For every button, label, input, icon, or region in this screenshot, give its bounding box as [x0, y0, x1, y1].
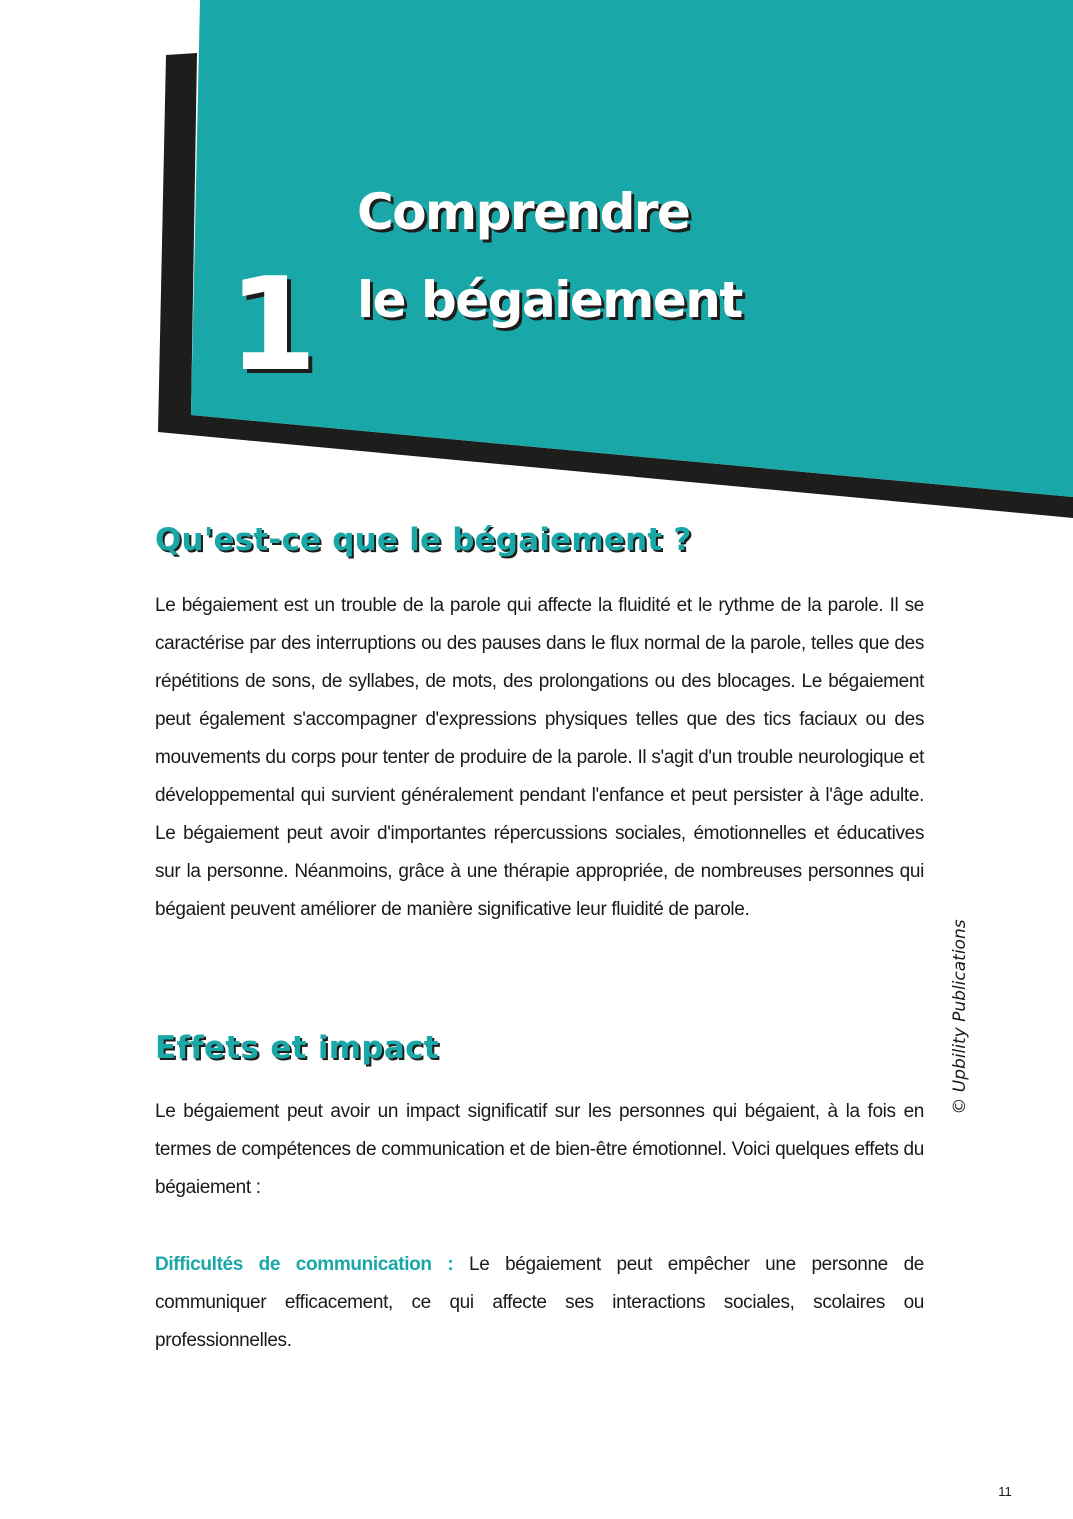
page-number: 11	[998, 1484, 1012, 1499]
effect-item-communication	[155, 1246, 924, 1360]
chapter-number: 1	[228, 251, 316, 400]
section-paragraph-effects-intro: Le bégaiement peut avoir un impact significatif sur les personnes qui bégaient, à la fois en termes de compétences de communication et de bien-être émotionnel. Voici quelques effets du bégaiement :	[155, 1101, 924, 1198]
chapter-title	[357, 168, 742, 344]
effect-text-communication: Le bégaiement peut empêcher une personne de communiquer efficacement, ce qui affecte ses interactions sociales, scolaires ou professionnelles.	[155, 1254, 924, 1351]
chapter-title-line-1: Comprendre	[357, 183, 690, 241]
chapter-title-line-2: le bégaiement	[357, 271, 742, 329]
section-paragraph-definition: Le bégaiement est un trouble de la parole qui affecte la fluidité et le rythme de la parole. Il se caractérise par des interruptions ou des pauses dans le flux normal de la parole, telles que des répétitions de sons, de syllabes, de mots, des prolongations ou des blocages. Le bégaiement peut également s'accompagner d'expressions physiques telles que des tics faciaux ou des mouvements du corps pour tenter de produire de la parole. Il s'agit d'un trouble neurologique et développemental qui survient généralement pendant l'enfance et peut persister à l'âge adulte. Le bégaiement peut avoir d'importantes répercussions sociales, émotionnelles et éducatives sur la personne. Néanmoins, grâce à une thérapie appropriée, de nombreuses personnes qui bégaient peuvent améliorer de manière significative leur fluidité de parole.	[155, 595, 924, 920]
section-heading-what-is-stuttering: Qu'est-ce que le bégaiement ?	[155, 522, 692, 558]
section-heading-effects: Effets et impact	[155, 1030, 439, 1066]
effect-term-communication: Difficultés de communication :	[155, 1254, 454, 1275]
copyright-notice: © Upbility Publications	[950, 919, 970, 1115]
